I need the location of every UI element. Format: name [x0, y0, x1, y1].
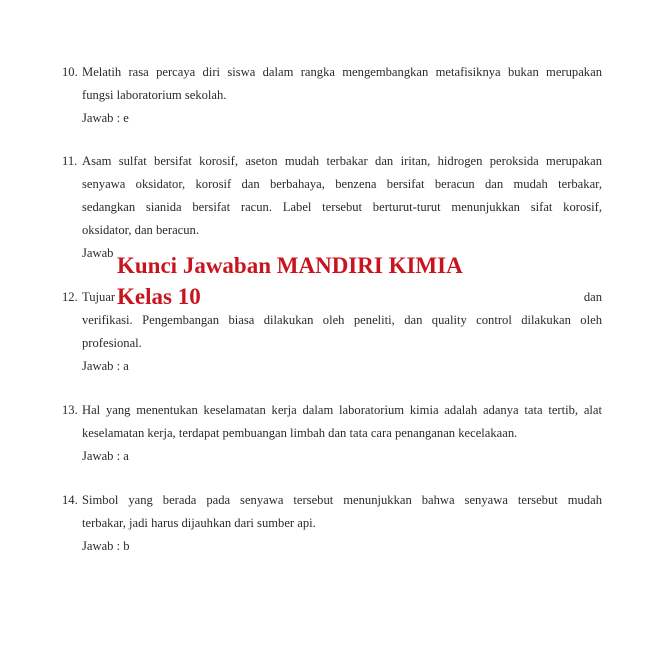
- answer-label: Jawab : a: [82, 359, 129, 373]
- question-number: 13.: [62, 403, 78, 417]
- question-line: sedangkan sianida bersifat racun. Label tersebut berturut-turut menunjukkan sifat korosif,: [82, 200, 602, 214]
- overlay-title: Kunci Jawaban MANDIRI KIMIA: [117, 253, 463, 278]
- question-line: Melatih rasa percaya diri siswa dalam rangka mengembangkan metafisiknya bukan merupakan: [82, 65, 602, 79]
- question-10: [62, 61, 602, 130]
- question-number: 14.: [62, 493, 78, 507]
- question-line: keselamatan kerja, terdapat pembuangan limbah dan tata cara penanganan kecelakaan.: [82, 426, 518, 440]
- question-line: Simbol yang berada pada senyawa tersebut menunjukkan bahwa senyawa tersebut mudah: [82, 493, 602, 507]
- question-text: [82, 61, 602, 107]
- question-line: oksidator, dan beracun.: [82, 223, 199, 237]
- question-line: Asam sulfat bersifat korosif, aseton mudah terbakar dan iritan, hidrogen peroksida merupakan: [82, 154, 602, 168]
- question-11: [62, 150, 602, 265]
- answer-label: Jawab : a: [82, 449, 129, 463]
- question-line: profesional.: [82, 336, 142, 350]
- question-line-start: Tujuar: [82, 290, 116, 304]
- question-line: fungsi laboratorium sekolah.: [82, 88, 227, 102]
- question-number: 11.: [62, 154, 78, 168]
- question-line: Hal yang menentukan keselamatan kerja dalam laboratorium kimia adalah adanya tata tertib, alat: [82, 403, 602, 417]
- question-line: terbakar, jadi harus dijauhkan dari sumber api.: [82, 516, 316, 530]
- answer-label: Jawab : b: [82, 539, 130, 553]
- question-text: [82, 150, 602, 242]
- question-line: verifikasi. Pengembangan biasa dilakukan oleh peneliti, dan quality control dilakukan oleh: [82, 313, 602, 327]
- answer-key-overlay: [117, 250, 463, 312]
- question-14: [62, 489, 602, 558]
- question-text: [82, 489, 602, 535]
- question-13: [62, 399, 602, 468]
- answer-label: Jawab: [82, 246, 114, 260]
- question-number: 10.: [62, 65, 78, 79]
- answer-label: Jawab : e: [82, 111, 129, 125]
- overlay-subtitle: Kelas 10: [117, 284, 201, 309]
- question-text: [82, 399, 602, 445]
- question-number: 12.: [62, 290, 78, 304]
- question-line: senyawa oksidator, korosif dan berbahaya, benzena bersifat beracun dan mudah terbakar,: [82, 177, 602, 191]
- question-line-end: dan: [583, 290, 602, 304]
